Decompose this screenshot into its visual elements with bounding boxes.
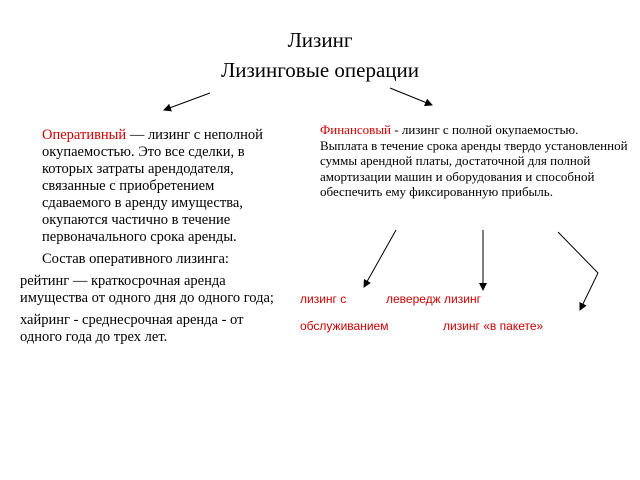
operative-term: Оперативный: [42, 127, 127, 143]
operative-definition: [20, 127, 282, 246]
hiring-item: хайринг - среднесрочная аренда - от одного года до трех лет.: [20, 312, 244, 345]
page-title: Лизинг: [287, 28, 353, 52]
type-service-leasing-line2: обслуживанием: [300, 319, 389, 333]
type-leverage-leasing: левередж лизинг: [386, 292, 481, 306]
financial-term: Финансовый: [320, 122, 392, 137]
rating-item: рейтинг — краткосрочная аренда имущества от одного дня до одного года;: [20, 273, 274, 306]
financial-definition-text: - лизинг с полной окупаемостью. Выплата в течение срока аренды твердо установленной суммы арендной платы, достаточной для полной амортизации машин и оборудования и способной обеспечить ему фиксированную прибыль.: [320, 122, 628, 199]
operative-composition-heading: Состав оперативного лизинга:: [42, 251, 229, 267]
arrow-to-financial: [390, 88, 432, 105]
operative-leasing-block: [20, 127, 282, 346]
operative-definition-text: — лизинг с неполной окупаемостью. Это все сделки, в которых затраты арендодателя, связанные с приобретением сдаваемого в аренду имущества, окупаются частично в течение первоначального срока аренды.: [42, 127, 263, 245]
financial-definition: [298, 122, 628, 200]
page-subtitle: Лизинговые операции: [220, 58, 420, 82]
arrow-to-package-leasing: [558, 232, 598, 310]
type-service-leasing-line1: лизинг с: [300, 292, 347, 306]
arrow-to-service-leasing: [364, 230, 396, 287]
financial-leasing-block: [298, 122, 628, 200]
type-package-leasing: лизинг «в пакете»: [443, 319, 544, 333]
arrow-to-operative: [164, 93, 210, 110]
